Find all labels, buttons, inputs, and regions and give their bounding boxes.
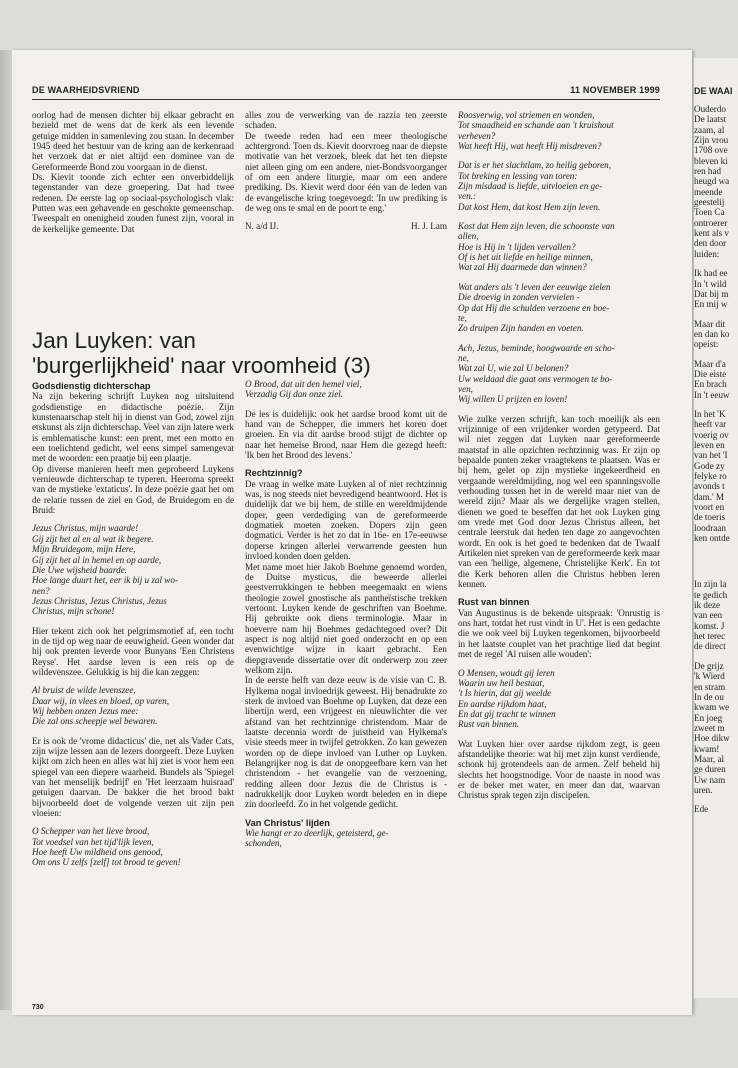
- author-signature: [245, 221, 447, 231]
- next-page-line: 'k Wierd: [694, 671, 725, 682]
- next-page-line: [694, 259, 738, 268]
- next-page-line: kwam we: [694, 702, 730, 713]
- next-page-line: [694, 400, 738, 409]
- paragraph: Hier tekent zich ook het pelgrimsmotief af, een tocht in de tijd op weg naar de eeuwigheid. Geen wonder dat hij ook prenten leverde voor Bunyans 'Een Christens Reyse'. Het aardse leven is een reis op de wildevenszee. Gelukkig is hij die kan zeggen:: [32, 625, 234, 677]
- poem-line: O Brood, dat uit den hemel viel,: [245, 379, 362, 389]
- header-rule: [32, 99, 660, 100]
- poem-line: Tot breking en lessing van toren:: [458, 170, 578, 181]
- next-page-line: Dat bij m: [694, 288, 729, 299]
- poem-line: Daar wij, in vlees en bloed, op varen,: [32, 695, 170, 706]
- next-page-line: [694, 561, 738, 570]
- signature-right: H. J. Lam: [411, 221, 447, 232]
- next-page-line: bleven ki: [694, 155, 728, 166]
- paragraph: oorlog had de mensen dichter bij elkaar gebracht en bezield met de wens dat de kerk als een levende getuige midden in samenleving zou staan. In december 1945 deed het bestuur van de kring aan de kerkenraad het verzoek dat er niet altijd een dominee van de Gereformeerde Bond zou voorgaan in de dienst.: [32, 110, 234, 172]
- next-page-line: ik deze: [694, 600, 721, 611]
- next-page-column: [694, 104, 738, 815]
- poem-line: Wie hangt er zo deerlijk, geteisterd, ge-: [245, 828, 389, 839]
- poem-line: En aardse rijkdom haat,: [458, 698, 547, 709]
- subheading: Rust van binnen: [458, 597, 530, 608]
- poem-line: Rust van binnen.: [458, 719, 520, 730]
- paragraph: De les is duidelijk: ook het aardse brood komt uit de hand van de Schepper, die immers het koren doet groeien. En via dit aardse brood stijgt de dichter op naar het hemelse Brood, naar Hem die gezegd heeft: 'Ik ben het Brood des levens.': [245, 408, 447, 461]
- poem-line: Christus, mijn schone!: [32, 606, 115, 617]
- poem-line: En dat gij tracht te winnen: [458, 708, 556, 719]
- next-page-line: dam.' M: [694, 491, 725, 502]
- poem: [32, 826, 234, 867]
- paragraph: Na zijn bekering schrijft Luyken nog uitsluitend godsdienstige en didactische poëzie. Zijn kunstenaarschap stelt hij in dienst van God, zowel zijn etskunst als zijn dichterschap. Veel van zijn latere werk is emblematische kunst: een prent, met een motto en een toelichtend gedicht, wel eens simpel samengevat met de woorden: een praatje bij een plaatje.: [32, 391, 234, 464]
- next-page-line: ren had: [694, 166, 722, 177]
- next-page-line: [694, 795, 738, 804]
- poem-line: Mijn Bruidegom, mijn Here,: [32, 544, 136, 555]
- subheading: Godsdienstig dichterschap: [32, 381, 151, 391]
- next-page-line: het terec: [694, 631, 726, 642]
- next-page-line: De grijz: [694, 660, 724, 671]
- next-page-line: De laatst: [694, 114, 727, 125]
- next-page-line: heugd wa: [694, 176, 730, 187]
- next-page-line: Ouderdo: [694, 104, 726, 114]
- next-page-line: [694, 552, 738, 561]
- next-page-line: felyke ro: [694, 471, 727, 481]
- next-page-line: [694, 570, 738, 579]
- poem-line: 't Is hierin, dat gij weelde: [458, 688, 552, 699]
- next-page-line: avonds t: [694, 481, 725, 492]
- poem-line: Wat heeft Hij, wat heeft Hij misdreven?: [458, 141, 602, 152]
- poem-line: Wij willen U prijzen en loven!: [458, 394, 568, 405]
- poem-line: Kost dat Hem zijn leven, die schoonste van: [458, 221, 615, 232]
- next-page-line: van het 'I: [694, 450, 728, 461]
- page-number: 730: [32, 1004, 44, 1011]
- poem: [32, 685, 234, 726]
- next-page-line: [694, 350, 738, 359]
- poem-line: ne,: [458, 352, 469, 363]
- next-page-line: In zijn la: [694, 579, 727, 590]
- poem-line: allen,: [458, 231, 479, 242]
- paragraph: In de eerste helft van deze eeuw is de visie van C. B. Hylkema nogal invloedrijk geweest. Hij benadrukte zo sterk de invloed van Boehme op Luyken, dat deze een libertijn werd, een vrijgeest en nieuwlichter die ver afstand van het rechtzinnige christendom. Maar de laatste decennia wordt de juistheid van Hylkema's visie steeds meer in twijfel getrokken. Zo kan gewezen worden op de diepe invloed van Luther op Luyken. Belangrijker nog is dat de onopgeefbare kern van het christendom - het evangelie van de verzoening, redding alleen door Jezus die de Christus is - nadrukkelijk door Luyken wordt beleden en in diepe zin doorleefd. Zo in het volgende gedicht.: [245, 675, 447, 810]
- next-page-line: ontroerer: [694, 217, 728, 228]
- next-page-line: opeist:: [694, 339, 719, 350]
- next-page-line: voerig ov: [694, 429, 729, 440]
- paragraph: De tweede reden had een meer theologische achtergrond. Toen ds. Kievit doorvroeg naar de diepste motivatie van het verzoek, bleek dat het ten diepste niet alleen ging om een andere, niet-Bondsvoorganger of om een andere liturgie, maar om een andere prediking. Ds. Kievit werd door één van de leden van de evangelische kring toegevoegd: 'In uw prediking is de weg ons te smal en de poort te eng.': [245, 130, 447, 214]
- article-column-3: [458, 110, 660, 809]
- poem-line: Wij hebben onzen Jezus mee:: [32, 705, 139, 716]
- poem-line: Hoe lange duurt het, eer ik bij u zal wo-: [32, 575, 178, 586]
- next-page-line: loodraan: [694, 522, 726, 533]
- next-page-line: Ede: [694, 804, 709, 815]
- poem-line: O Mensen, woudt gij leren: [458, 667, 555, 678]
- next-page-line: Maar, al: [694, 753, 725, 764]
- next-page-line: zaam, al: [694, 124, 725, 135]
- poem-line: Uw weldaad die gaat ons vermogen te bo-: [458, 373, 613, 384]
- article-column-1: [32, 379, 234, 877]
- poem-line: verheven?: [458, 130, 496, 141]
- next-page-line: van een: [694, 610, 723, 621]
- next-page-line: ge duren: [694, 764, 726, 775]
- next-page-line: In de ou: [694, 691, 724, 702]
- poem-line: schonden,: [245, 838, 282, 849]
- next-page-line: Maar dit: [694, 318, 726, 329]
- next-page-line: meende: [694, 186, 723, 197]
- poem-line: Tot voedsel van het tijd'lijk leven,: [32, 836, 154, 847]
- paragraph: Van Augustinus is de bekende uitspraak: 'Onrustig is ons hart, totdat het rust vindt in U'. Het is een gedachte die we ook veel bij Luyken tegenkomen, bijvoorbeeld in het laatste couplet van het prachtige lied dat begint met de regel 'Al ruisen alle wouden':: [458, 607, 660, 660]
- next-page-line: [694, 543, 738, 552]
- poem-line: Om ons U zelfs [zelf] tot brood te geven!: [32, 857, 181, 868]
- prev-article-col1: [32, 110, 234, 234]
- next-page-line: ken ontde: [694, 533, 730, 544]
- poem-line: nen?: [32, 585, 50, 596]
- next-page-edge: [694, 58, 738, 998]
- next-page-line: In het 'K: [694, 408, 726, 419]
- next-page-line: te gedich: [694, 589, 728, 600]
- next-page-line: Zijn vrou: [694, 135, 729, 146]
- poem: [32, 523, 234, 616]
- poem-line: Op dat Hij die schulden verzoene en boe-: [458, 302, 610, 313]
- poem-stanza: [458, 160, 660, 212]
- poem: [245, 828, 447, 849]
- next-page-line: voort en: [694, 502, 725, 513]
- next-page-line: [694, 310, 738, 319]
- next-page-line: Hoe dikw: [694, 733, 730, 744]
- poem-line: Ach, Jezus, beminde, hoogwaarde en scho-: [458, 342, 615, 353]
- poem-line: Wat zal U, wie zal U belonen?: [458, 363, 569, 374]
- poem-line: Hoe heeft Uw mildheid ons genood,: [32, 847, 163, 858]
- page-header: [32, 85, 660, 99]
- poem-line: Zijn misdaad is liefde, uitvloeien en ge-: [458, 181, 603, 192]
- poem-line: Of is het uit liefde en heilige minnen,: [458, 252, 593, 263]
- scan-binding-edge: [0, 50, 12, 1010]
- next-page-line: Ik had ee: [694, 268, 728, 279]
- next-page-line: komst. J: [694, 620, 725, 631]
- next-page-line: En mij w: [694, 299, 728, 310]
- publication-name: DE WAARHEIDSVRIEND: [32, 85, 140, 95]
- paragraph: Op diverse manieren heeft men geprobeerd Luykens vernieuwde dichterschap te typeren. Heeroma spreekt van de mystieke 'extaticus'. In deze poëzie gaat het om de relatie tussen de ziel en God, de Bruidegom en de Bruid:: [32, 463, 234, 516]
- next-page-header: DE WAAI: [694, 86, 733, 96]
- next-page-line: geestelij: [694, 197, 725, 208]
- next-page-line: En joeg: [694, 712, 723, 723]
- poem-stanza: [458, 343, 660, 405]
- next-page-line: heeft var: [694, 419, 727, 430]
- paragraph: De vraag in welke mate Luyken al of niet rechtzinnig was, is nog steeds niet bevredigend beantwoord. Het is duidelijk dat we bij hem, de stille en wereldmijdende doper, geen verdediging van de gereformeerde dogmatiek moeten zoeken. Dopers zijn geen dogmatici. Verder is het zo dat in 16e- en 17e-eeuwse doperse kringen allerlei verwarrende geesten hun invloed konden doen gelden.: [245, 478, 447, 562]
- poem-line: Jezus Christus, Jezus Christus, Jezus: [32, 595, 167, 606]
- paragraph: Wie zulke verzen schrijft, kan toch moeilijk als een vrijzinnige of een vrijdenker worden getypeerd. Dat wil niet zeggen dat Luyken naar gereformeerde maatstaf in alle opzichten rechtzinnig was. Er zijn op bepaalde punten zeker vraagtekens te plaatsen. Was er bij hem, gelet op zijn mystieke ingekeerdheid en vergaande wereldmijding, nog wel een spanningsvolle verhouding tussen het in de wereld maar niet van de wereld zijn? Maar als we dergelijke vragen stellen, dienen we goed te beseffen dat het ook Luyken ging om vrede met God door Jezus Christus alleen, het centrale leerstuk dat heden ten dage zo aangevochten wordt. En ook is het goed te bedenken dat de Twaalf Artikelen niet spreken van de gereformeerde kerk maar van een 'heilige, algemene, Christelijke Kerk'. En tot die Kerk behoren allen die Christus hebben leren kennen.: [458, 413, 660, 590]
- poem-line: te,: [458, 312, 467, 323]
- prev-article-col2: [245, 110, 447, 232]
- next-page-line: kent als v: [694, 228, 729, 239]
- next-page-line: Gode zy: [694, 460, 725, 471]
- poem-line: Gij zijt het al en al wat ik begere.: [32, 533, 154, 544]
- next-page-line: Die eiste: [694, 368, 727, 379]
- next-page-line: En brach: [694, 379, 727, 390]
- next-page-line: en stram: [694, 681, 726, 692]
- poem-line: Hoe is Hij in 't lijden vervallen?: [458, 241, 576, 252]
- next-page-line: en dan ko: [694, 328, 730, 339]
- poem-line: Zo druipen Zijn handen en voeten.: [458, 323, 584, 334]
- poem-line: ven,: [458, 383, 473, 394]
- next-page-line: uren.: [694, 784, 713, 795]
- paragraph: Wat Luyken hier over aardse rijkdom zegt, is geen afstandelijke theorie: wat hij met zijn kunst verdiende, schonk hij grotendeels aan de armen. Zelf beheld hij slechts het hoogstnodige. Voor de naaste in nood was er de beker met water, en meer dan dat, waarvan Christus sprak tegen zijn discipelen.: [458, 738, 660, 801]
- paragraph: alles zou de verwerking van de razzia ten zeerste schaden.: [245, 110, 447, 131]
- issue-date: 11 NOVEMBER 1999: [570, 85, 660, 95]
- next-page-line: zweet m: [694, 722, 725, 733]
- poem-line: Wat zal Hij daarmede dan winnen?: [458, 262, 587, 273]
- paragraph: Ds. Kievit toonde zich echter een onverbiddelijk tegenstander van deze groepering. Dat had twee redenen. De eerste lag op sociaal-psychologisch vlak: Putten was een gehavende en geschokte gemeenschap. Tweespalt en onenigheid zouden funest zijn, vooral in de kerkelijke gemeente. Dat: [32, 172, 234, 234]
- subheading: Van Christus' lijden: [245, 817, 330, 828]
- next-page-line: de toeris: [694, 512, 726, 523]
- poem-line: Die zal ons scheepje wel bewaren.: [32, 716, 158, 727]
- title-line: 'burgerlijkheid' naar vroomheid (3): [32, 353, 371, 378]
- next-page-line: In 't eeuw: [694, 389, 730, 400]
- next-page-line: luiden:: [694, 248, 720, 259]
- poem-line: Waarin uw heil bestaat,: [458, 677, 545, 688]
- next-page-line: 1708 ove: [694, 145, 728, 156]
- signature-left: N. a/d IJ.: [245, 221, 279, 232]
- poem-line: Die Uwe wijsheid baarde.: [32, 564, 127, 575]
- newspaper-page: [12, 50, 692, 1015]
- next-page-line: Uw nam: [694, 774, 726, 785]
- next-page-line: de direct: [694, 641, 726, 652]
- poem-stanza: [458, 110, 660, 151]
- poem-line: Die droevig in zonden vervielen -: [458, 292, 580, 303]
- poem-line: Roosverwig, vol striemen en wonden,: [458, 110, 595, 120]
- poem-line: Dat kost Hem, dat kost Hem zijn leven.: [458, 201, 601, 212]
- poem-line: Gij zijt het al in hemel en op aarde,: [32, 554, 162, 565]
- poem-line: Al bruist de wilde levenszee,: [32, 685, 136, 696]
- next-page-line: Toen Ca: [694, 207, 725, 218]
- title-line: Jan Luyken: van: [32, 328, 196, 353]
- poem-stanza: [458, 221, 660, 273]
- next-page-line: Maar d'a: [694, 358, 726, 369]
- poem-line: ven.:: [458, 191, 476, 202]
- next-page-line: leven en: [694, 439, 725, 450]
- next-page-line: In 't wild: [694, 278, 727, 289]
- poem: [245, 379, 447, 400]
- article-column-2: [245, 379, 447, 858]
- poem-line: Tot smaadheid en schande aan 't kruishout: [458, 120, 614, 131]
- poem-line: Verzadig Gij dan onze ziel.: [245, 389, 344, 400]
- poem-line: Jezus Christus, mijn waarde!: [32, 523, 139, 534]
- paragraph: Er is ook de 'vrome didacticus' die, net als Vader Cats, zijn wijze lessen aan de lezers doorgeeft. Deze Luyken kijkt om zich heen en alles wat hij ziet is voor hem een spiegel van een diepere waarheid. Bundels als 'Spiegel van het menselijk bedrijf' en 'Het leerzaam huisraad' getuigen daarvan. De bakker die het brood bakt bijvoorbeeld doet de volgende verzen uit zijn pen vloeien:: [32, 735, 234, 819]
- subheading: Rechtzinnig?: [245, 468, 303, 479]
- poem-line: Wat anders als 't leven der eeuwige zielen: [458, 281, 611, 292]
- next-page-line: kwam!: [694, 743, 720, 754]
- poem-line: O Schepper van het lieve brood,: [32, 826, 150, 837]
- paragraph: Met name moet hier Jakob Boehme genoemd worden, de Duitse mysticus, die beweerde allerlei geestverrukkingen te hebben meegemaakt en wiens theologie zowel gnostische als pantheïstische trekken vertoont. Luyken kende de geschriften van Boehme. Hij gebruikte ook diens terminologie. Maar in hoeverre nam hij Boehmes gedachtegoed over? Dit aspect is nog altijd niet goed onderzocht en op een evenwichtige wijze in kaart gebracht. Een diepgravende dissertatie over dit onderwerp zou zeer welkom zijn.: [245, 561, 447, 675]
- poem-stanza: [458, 282, 660, 334]
- next-page-line: den door: [694, 238, 727, 249]
- poem-line: Dat is er het slachtlam, zo heilig geboren,: [458, 160, 611, 171]
- poem: [458, 668, 660, 730]
- next-page-line: [694, 652, 738, 661]
